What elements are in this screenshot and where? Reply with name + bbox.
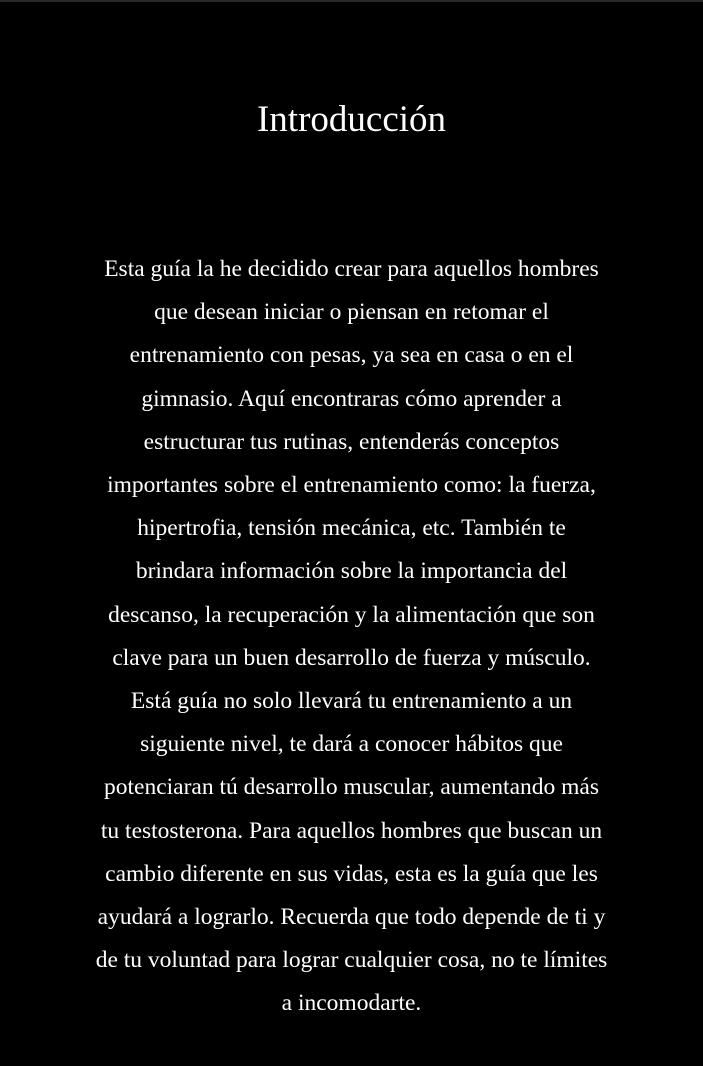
paragraph-line: estructurar tus rutinas, entenderás conceptos	[143, 428, 560, 455]
paragraph-line: hipertrofia, tensión mecánica, etc. También te	[137, 515, 566, 542]
paragraph-line: clave para un buen desarrollo de fuerza y músculo.	[112, 644, 591, 671]
paragraph-line: de tu voluntad para lograr cualquier cosa, no te límites	[95, 947, 608, 974]
paragraph-line: entrenamiento con pesas, ya sea en casa o en el	[129, 342, 574, 369]
paragraph-line: siguiente nivel, te dará a conocer hábitos que	[140, 731, 563, 758]
page-title: Introducción	[256, 99, 447, 140]
paragraph-line: Está guía no solo llevará tu entrenamiento a un	[130, 688, 573, 715]
paragraph-line: descanso, la recuperación y la alimentación que son	[108, 601, 595, 628]
paragraph-line: cambio diferente en sus vidas, esta es la guía que les	[105, 860, 598, 887]
paragraph-line: brindara información sobre la importancia del	[135, 558, 568, 585]
paragraph-line: ayudará a lograrlo. Recuerda que todo depende de ti y	[97, 904, 606, 931]
paragraph-line: que desean iniciar o piensan en retomar el	[154, 299, 549, 326]
paragraph-line: potenciaran tú desarrollo muscular, aumentando más	[103, 774, 599, 801]
paragraph-line: tu testosterona. Para aquellos hombres que buscan un	[100, 817, 603, 844]
paragraph-line: gimnasio. Aquí encontraras cómo aprender a	[141, 385, 562, 412]
paragraph-line: a incomodarte.	[281, 990, 422, 1017]
paragraph-line: importantes sobre el entrenamiento como: la fuerza,	[107, 472, 596, 499]
document-page	[0, 2, 703, 1066]
paragraph-line: Esta guía la he decidido crear para aquellos hombres	[104, 256, 599, 282]
intro-paragraph	[30, 248, 673, 1026]
